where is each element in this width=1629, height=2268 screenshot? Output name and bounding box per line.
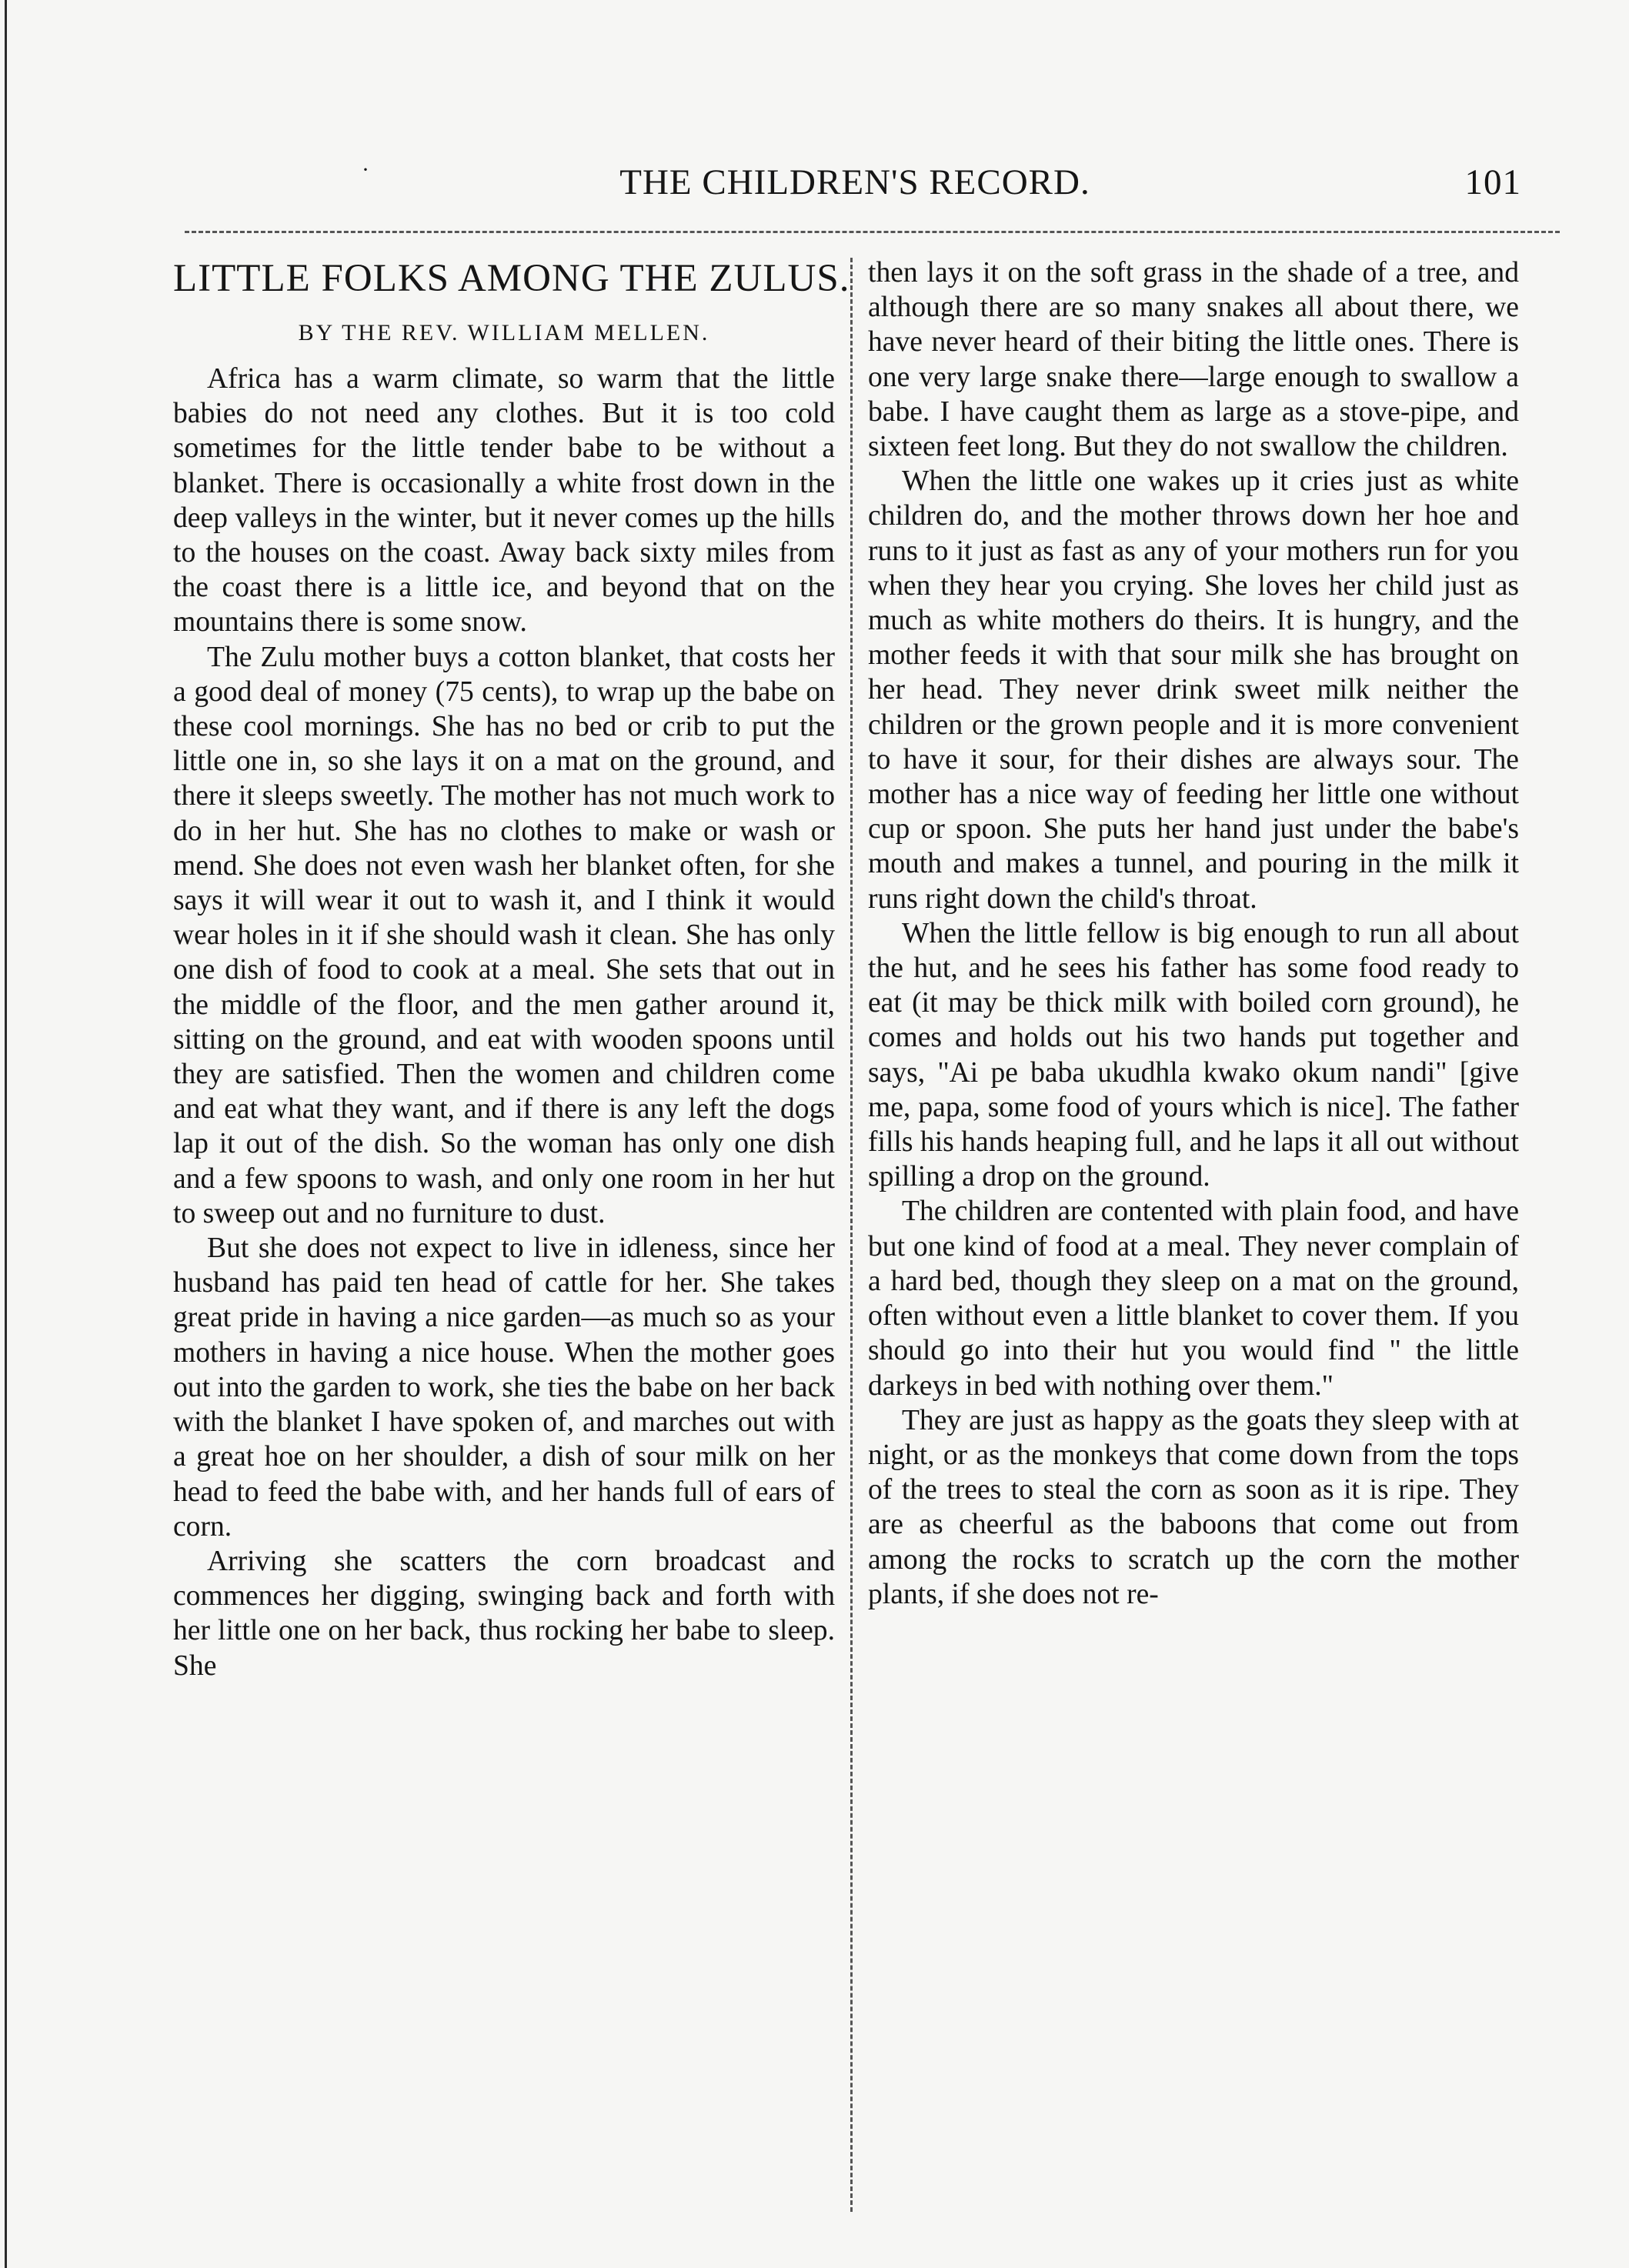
column-divider: [850, 258, 853, 2212]
paragraph: Africa has a warm climate, so warm that the little babies do not need any clothes. But it is too cold sometimes for the little tender babe to be without a blanket. There is occasionally a white frost down in the deep valleys in the winter, but it never comes up the hills to the houses on the coast. Away back sixty miles from the coast there is a little ice, and beyond that on the mountains there is some snow.: [173, 363, 835, 639]
paragraph: When the little fellow is big enough to run all about the hut, and he sees his father has some food ready to eat (it may be thick milk with boiled corn ground), he comes and holds out his two hands put together and says, "Ai pe baba ukudhla kwako okum nandi" [give me, papa, some food of yours which is nice]. The father fills his hands heaping full, and he laps it all out without spilling a drop on the ground.: [868, 917, 1519, 1193]
right-column: [868, 255, 1519, 1612]
paragraph: The Zulu mother buys a cotton blanket, that costs her a good deal of money (75 cents), to wrap up the babe on these cool mornings. She has no bed or crib to put the little one in, so she lays it on a mat on the ground, and there it sleeps sweetly. The mother has not much work to do in her hut. She has no clothes to make or wash or mend. She does not even wash her blanket often, for she says it will wear it out to wash it, and I think it would wear holes in it if she should wash it clean. She has only one dish of food to cook at a meal. She sets that out in the middle of the floor, and the men gather around it, sitting on the ground, and eat with wooden spoons until they are satisfied. Then the women and children come and eat what they want, and if there is any left the dogs lap it out of the dish. So the woman has only one dish and a few spoons to wash, and only one room in her hut to sweep out and no furniture to dust.: [173, 641, 835, 1229]
page-number: 101: [1464, 162, 1521, 202]
paragraph: The children are contented with plain food, and have but one kind of food at a meal. They never complain of a hard bed, though they sleep on a mat on the ground, often without even a little blanket to cover them. If you should go into their hut you would find " the little darkeys in bed with nothing over them.": [868, 1196, 1519, 1402]
header-divider: [185, 231, 1560, 233]
publication-title: THE CHILDREN'S RECORD.: [619, 162, 1090, 202]
paragraph: then lays it on the soft grass in the shade of a tree, and although there are so many snakes all about there, we have never heard of their biting the little ones. There is one very large snake there—large enough to swallow a babe. I have caught them as large as a stove-pipe, and sixteen feet long. But they do not swallow the children.: [868, 257, 1519, 463]
paragraph: When the little one wakes up it cries just as white children do, and the mother throws down her hoe and runs to it just as fast as any of your mothers run for you when they hear you crying. She loves her child just as much as white mothers do theirs. It is hungry, and the mother feeds it with that sour milk she has brought on her head. They never drink sweet milk neither the children or the grown people and it is more convenient to have it sour, for their dishes are always sour. The mother has a nice way of feeding her little one without cup or spoon. She puts her hand just under the babe's mouth and makes a tunnel, and pouring in the milk it runs right down the child's throat.: [868, 465, 1519, 915]
article-title: LITTLE FOLKS AMONG THE ZULUS.: [173, 257, 850, 300]
paragraph: But she does not expect to live in idleness, since her husband has paid ten head of cattle for her. She takes great pride in having a nice garden—as much so as your mothers in having a nice house. When the mother goes out into the garden to work, she ties the babe on her back with the blanket I have spoken of, and marches out with a great hoe on her shoulder, a dish of sour milk on her head to feed the babe with, and her hands full of ears of corn.: [173, 1232, 835, 1543]
article-byline: BY THE REV. WILLIAM MELLEN.: [298, 320, 710, 345]
header-bullet-icon: ·: [362, 157, 370, 182]
paragraph: They are just as happy as the goats they sleep with at night, or as the monkeys that come down from the tops of the trees to steal the corn as soon as it is ripe. They are as cheerful as the baboons that come out from among the rocks to scratch up the corn the mother plants, if she does not re-: [868, 1404, 1519, 1610]
left-column: [173, 255, 850, 1683]
paragraph: Arriving she scatters the corn broadcast and commences her digging, swinging back and forth with her little one on her back, thus rocking her babe to sleep. She: [173, 1545, 835, 1682]
page-edge-rule: [5, 0, 7, 2268]
running-header: [173, 157, 1537, 215]
